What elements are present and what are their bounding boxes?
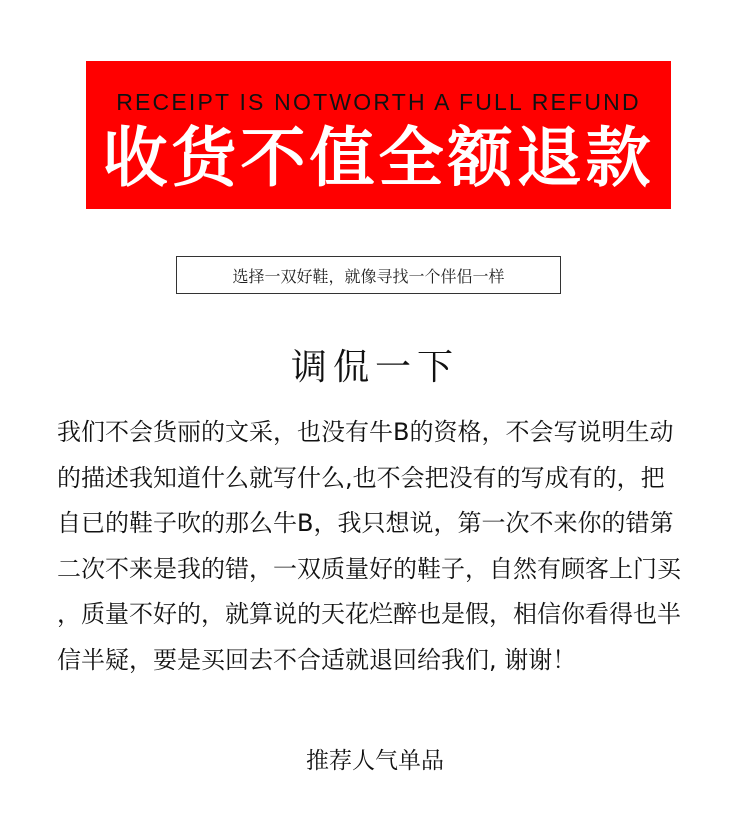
paragraph-line: 二次不来是我的错，一双质量好的鞋子，自然有顾客上门买 [57,554,681,583]
description-paragraph [57,410,693,684]
tagline-text: 选择一双好鞋，就像寻找一个伴侣一样 [232,266,505,286]
paragraph-line: 我们不会货丽的文采，也没有牛B的资格，不会写说明生动 [57,418,674,446]
section-title: 调侃一下 [290,347,459,388]
paragraph-line: ，质量不好的，就算说的天花烂醉也是假，相信你看得也半 [57,600,681,629]
refund-banner [86,61,671,209]
tagline-box [176,256,561,294]
recommend-heading: 推荐人气单品 [306,748,444,774]
paragraph-line: 信半疑，要是买回去不合适就退回给我们, 谢谢！ [57,645,577,674]
banner-english-text: RECEIPT IS NOTWORTH A FULL REFUND [116,89,641,115]
paragraph-line: 自已的鞋子吹的那么牛B，我只想说，第一次不来你的错第 [57,509,674,538]
paragraph-line: 的描述我知道什么就写什么,也不会把没有的写成有的，把 [57,463,665,492]
banner-chinese-title: 收货不值全额退款 [102,121,655,196]
